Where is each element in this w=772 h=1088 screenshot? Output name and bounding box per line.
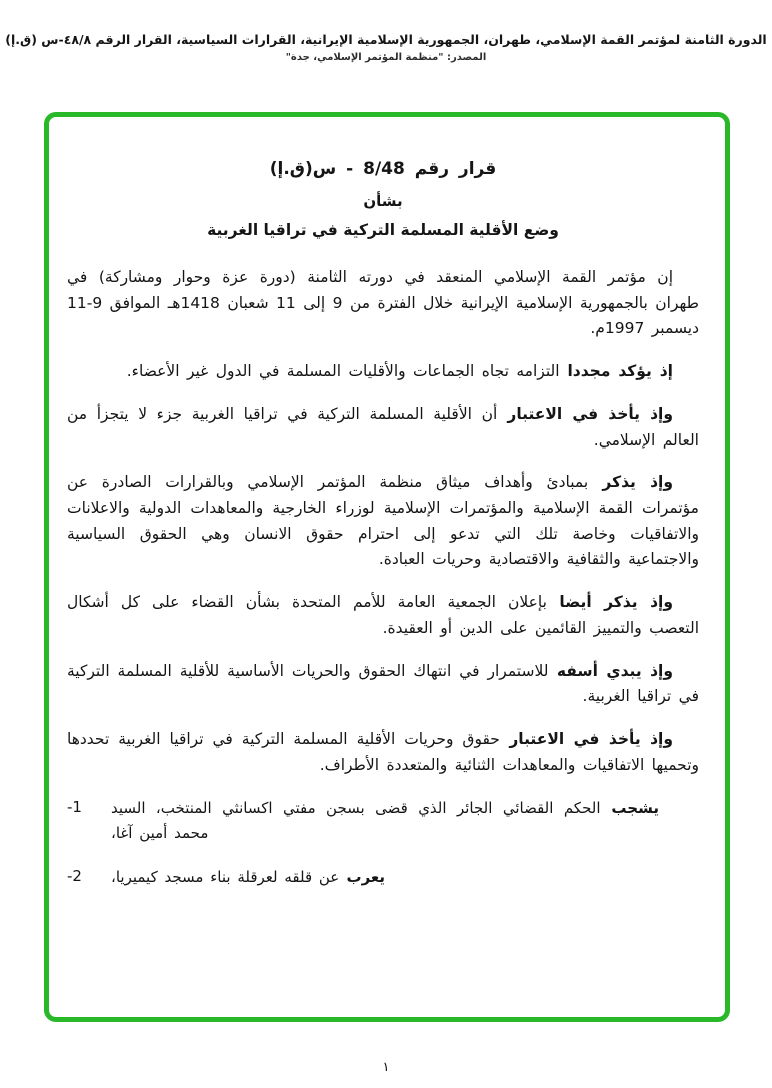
header-source: المصدر: "منظمة المؤتمر الإسلامي، جدة" (285, 52, 487, 63)
clause-text: بمبادئ وأهداف ميثاق منظمة المؤتمر الإسلامي وبالقرارات الصادرة عن مؤتمرات القمة الإسلامية والمؤتمرات الإسلامية لوزراء الخارجية والمعاهدات الدولية والاعلانات والاتفاقيات وخاصة تلك التي تدعو إلى احترام حقوق الانسان وهي الحقوق السياسية والاجتماعية والثقافية والاقتصادية وحريات العبادة. (67, 473, 699, 569)
clause-text: أن الأقلية المسلمة التركية في تراقيا الغربية جزء لا يتجزأ من العالم الإسلامي. (67, 404, 699, 449)
header-citation: الدورة الثامنة لمؤتمر القمة الإسلامي، طهران، الجمهورية الإسلامية الإيرانية، القرارات السياسية، القرار الرقم ٤٨/٨-س (ق.إ) (5, 32, 767, 47)
title-subject: وضع الأقلية المسلمة التركية في تراقيا الغربية (207, 221, 559, 239)
doc-header (0, 0, 772, 63)
list-item-2 (67, 865, 699, 891)
item-lead: يعرب (346, 867, 386, 886)
highlight-frame (44, 112, 730, 1022)
page-number: ١ (382, 1060, 390, 1075)
clause-text: للاستمرار في انتهاك الحقوق والحريات الأساسية للأقلية المسلمة التركية في تراقيا الغربية. (67, 661, 699, 706)
item-text (111, 796, 659, 847)
clause-lead: وإذ يذكر أيضا (559, 593, 673, 612)
clause-lead: وإذ يأخذ في الاعتبار (509, 730, 673, 749)
clause-paragraph-3 (67, 470, 699, 573)
clause-text: حقوق وحريات الأقلية المسلمة التركية في تراقيا الغربية تحددها وتحميها الاتفاقيات والمعاهدات الثنائية والمتعددة الأطراف. (67, 730, 699, 774)
preamble-paragraph: إن مؤتمر القمة الإسلامي المنعقد في دورته الثامنة (دورة عزة وحوار ومشاركة) في طهران بالجمهورية الإسلامية الإيرانية خلال الفترة من 9 إلى 11 شعبان 1418هـ الموافق 9-11 ديسمبر 1997م. (67, 268, 700, 338)
title-regarding: بشأن (363, 192, 403, 210)
document-body (67, 265, 699, 890)
resolution-number-title: قرار رقم 8/48 - س(ق.إ) (269, 159, 497, 179)
clause-paragraph-1 (67, 359, 699, 385)
clause-lead: إذ يؤكد مجددا (567, 362, 673, 381)
clause-paragraph-6 (67, 727, 699, 778)
clause-text: بإعلان الجمعية العامة للأمم المتحدة بشأن القضاء على كل أشكال التعصب والتمييز القائمين على الدين أو العقيدة. (67, 593, 699, 637)
clause-paragraph-5 (67, 659, 699, 710)
item-lead: يشجب (611, 798, 659, 817)
clause-paragraph-2 (67, 402, 699, 453)
title-block (67, 159, 699, 239)
operative-items (67, 796, 699, 891)
item-body-text: عن قلقه لعرقلة بناء مسجد كيميريا، (111, 867, 340, 886)
item-body-text: الحكم القضائي الجائر الذي قضى بسجن مفتي اكسانثي المنتخب، السيد محمد أمين آغا، (111, 798, 601, 842)
list-item-1 (67, 796, 699, 847)
clause-lead: وإذ يبدي أسفه (556, 661, 673, 680)
item-text (111, 865, 659, 891)
clause-lead: وإذ يذكر (602, 473, 673, 492)
item-number: -1 (67, 797, 82, 816)
clause-paragraph-4 (67, 590, 699, 641)
item-number: -2 (67, 866, 82, 885)
clause-lead: وإذ يأخذ في الاعتبار (507, 404, 673, 423)
clause-text: التزامه تجاه الجماعات والأقليات المسلمة في الدول غير الأعضاء. (126, 362, 560, 381)
